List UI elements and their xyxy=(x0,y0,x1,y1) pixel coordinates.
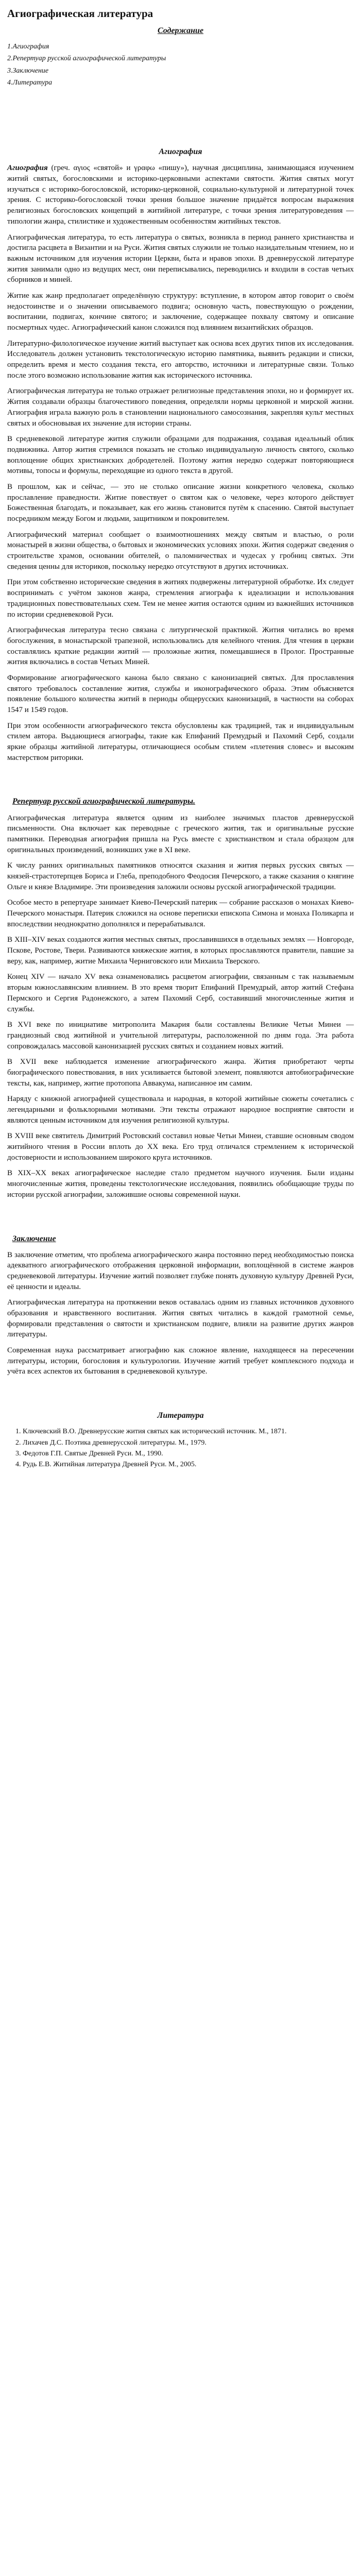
bibliography-list xyxy=(7,1427,354,1469)
section-heading: Заключение xyxy=(12,1234,56,1243)
paragraph: Литературно-филологическое изучение житий выступает как основа всех других типов их исследования. Исследователь должен установить текстологическую историю памятника, выявить редакции и списки, определить время и место создания текста, его авторство, источники и литературные связи. Только после этого возможно использование жития как исторического источника. xyxy=(7,339,354,380)
paragraph: Агиографическая литература на протяжении веков оставалась одним из главных источников духовного образования и нравственного воспитания. Жития святых читались в каждой грамотной семье, формировали представления о святости и христианском подвиге, влияли на развитие других жанров литературы. xyxy=(7,1298,354,1339)
toc-item[interactable] xyxy=(7,54,354,63)
paragraph: Агиографическая литература является одним из наиболее значимых пластов древнерусской письменности. Она включает как переводные с греческого жития, так и оригинальные русские памятники. Переводная агиография пришла на Русь вместе с христианством и стала образцом для оригинальных произведений, возникших уже в XI веке. xyxy=(7,814,354,854)
spacer xyxy=(7,90,354,139)
paragraph: В XIII–XIV веках создаются жития местных святых, прославившихся в отдельных землях — Новгороде, Пскове, Ростове, Твери. Развиваются княжеские жития, в которых прославляются правители, павшие за веру, как, например, житие Михаила Черниговского или Михаила Тверского. xyxy=(7,936,354,965)
definition-text: (греч. αγιος «святой» и γραφω «пишу»), научная дисциплина, занимающаяся изучением житий святых, богословскими и историко-церковными аспектами святости. Жития святых могут изучаться с историко-богословской, историко-церковной, социально-культурной и литературной точек зрения. С историко-богословской точки зрения большое значение придаётся вопросам выражения религиозных богословских концепций в житийной литературе, с точки зрения литературоведения — типологии жанра, стилистике и художественным особенностям житийных текстов. xyxy=(7,164,354,226)
paragraph: В XVII веке наблюдается изменение агиографического жанра. Жития приобретают черты биографического повествования, в них усиливается бытовой элемент, появляются автобиографические тексты, как, например, житие протопопа Аввакума, написанное им самим. xyxy=(7,1058,354,1088)
defined-term: Агиография xyxy=(7,164,48,173)
toc-item[interactable] xyxy=(7,66,354,76)
intro-paragraph xyxy=(7,163,354,227)
paragraph: Наряду с книжной агиографией существовала и народная, в которой житийные сюжеты сочетались с легендарными и фольклорными мотивами. Эти тексты отражают народное восприятие святости и являются ценным источником для изучения религиозной культуры. xyxy=(7,1095,354,1125)
toc-heading: Содержание xyxy=(157,26,204,35)
paragraph: В XVIII веке святитель Димитрий Ростовский составил новые Четьи Минеи, ставшие основным сводом житийного чтения в России вплоть до XX века. Его труд отличался стремлением к исторической достоверности и использованием широкого круга источников. xyxy=(7,1132,354,1162)
toc-item[interactable] xyxy=(7,42,354,52)
spacer xyxy=(7,768,354,789)
paragraph: При этом особенности агиографического текста обусловлены как традицией, так и индивидуальным стилем автора. Выдающиеся агиографы, такие как Епифаний Премудрый и Пахомий Серб, создали яркие образцы житийной литературы, отличающиеся особым стилем «плетения словес» и высоким мастерством риторики. xyxy=(7,721,354,762)
bibliography-item: 4. Рудь Е.В. Житийная литература Древней Руси. М., 2005. xyxy=(23,1460,354,1469)
paragraph: В XIX–XX веках агиографическое наследие стало предметом научного изучения. Были изданы многочисленные жития, проведены текстологические исследования, появились обобщающие труды по истории русской агиографии, заложившие основы современной науки. xyxy=(7,1169,354,1199)
section-hagiography xyxy=(7,146,354,763)
paragraph: Агиографическая литература, то есть литература о святых, возникла в период раннего христианства и достигла расцвета в Византии и на Руси. Жития святых служили не только назидательным чтением, но и важным источником для изучения истории Церкви, быта и нравов эпохи. В древнерусской литературе жития занимали одно из ведущих мест, они переписывались, переводились и входили в состав четьих сборников и миней. xyxy=(7,233,354,284)
paragraph: В XVI веке по инициативе митрополита Макария были составлены Великие Четьи Минеи — грандиозный свод житийной и учительной литературы, расположенной по дням года. Эта работа сопровождалась массовой канонизацией русских святых и созданием новых житий. xyxy=(7,1021,354,1050)
toc-link[interactable]: 2.Репертуар русской агиографической литературы xyxy=(7,55,166,63)
bibliography-item: 3. Федотов Г.П. Святые Древней Руси. М., 1990. xyxy=(23,1449,354,1459)
paragraph: Житие как жанр предполагает определённую структуру: вступление, в котором автор говорит о своём недостоинстве и о значении описываемого подвига; основную часть, повествующую о рождении, воспитании, подвигах, кончине святого; и заключение, содержащее похвалу святому и описание посмертных чудес. Агиографический канон сложился под влиянием византийских образцов. xyxy=(7,291,354,332)
paragraph: Конец XIV — начало XV века ознаменовались расцветом агиографии, связанным с так называемым вторым южнославянским влиянием. В это время творит Епифаний Премудрый, автор житий Стефана Пермского и Сергия Радонежского, а затем Пахомий Серб, составивший многочисленные жития и службы. xyxy=(7,973,354,1013)
spacer xyxy=(7,1382,354,1403)
toc-item[interactable] xyxy=(7,78,354,88)
section-heading: Агиография xyxy=(159,147,202,157)
section-literature xyxy=(7,1410,354,1469)
section-heading: Литература xyxy=(157,1411,204,1420)
paragraph: В прошлом, как и сейчас, — это не столько описание жизни конкретного человека, сколько прославление праведности. Житие повествует о святом как о человеке, через которого действует Божественная благодать, и показывает, как его жизнь становится путём к спасению. Святой выступает посредником между Богом и людьми, защитником и покровителем. xyxy=(7,482,354,523)
toc-link[interactable]: 1.Агиография xyxy=(7,43,49,51)
paragraph: Особое место в репертуаре занимает Киево-Печерский патерик — собрание рассказов о монахах Киево-Печерского монастыря. Патерик сложился на основе переписки епископа Симона и монаха Поликарпа и впоследствии неоднократно дополнялся и перерабатывался. xyxy=(7,899,354,928)
paragraph: Агиографическая литература тесно связана с литургической практикой. Жития читались во время богослужения, в монастырской трапезной, использовались для келейного чтения. Для чтения в церкви составлялись краткие редакции житий — проложные жития, помещавшиеся в Пролог. Пространные жития включались в состав Четьих Миней. xyxy=(7,626,354,667)
bibliography-item: 2. Лихачев Д.С. Поэтика древнерусской литературы. М., 1979. xyxy=(23,1438,354,1448)
paragraph: При этом собственно исторические сведения в житиях подвержены литературной обработке. Их следует воспринимать с учётом законов жанра, стремления агиографа к идеализации и использования традиционных повествовательных схем. Тем не менее жития остаются одним из важнейших источников по истории средневековой Руси. xyxy=(7,578,354,619)
paragraph: Современная наука рассматривает агиографию как сложное явление, находящееся на пересечении литературы, истории, богословия и культурологии. Изучение житий требует комплексного подхода и учёта всех аспектов их бытования в средневековой культуре. xyxy=(7,1346,354,1376)
table-of-contents xyxy=(7,42,354,88)
paragraph: Агиографическая литература не только отражает религиозные представления эпохи, но и формирует их. Жития создавали образцы благочестивого поведения, определяли нормы церковной и мирской жизни. Агиография играла важную роль в становлении национального самосознания, закрепляя культ местных святых и обосновывая их значение для истории страны. xyxy=(7,387,354,428)
paragraph: К числу ранних оригинальных памятников относятся сказания и жития первых русских святых — князей-страстотерпцев Бориса и Глеба, преподобного Феодосия Печерского, а также сказания о княгине Ольге и князе Владимире. Эти произведения заложили основы русской агиографической традиции. xyxy=(7,861,354,891)
section-conclusion xyxy=(7,1233,354,1378)
paragraph: В средневековой литературе жития служили образцами для подражания, создавая идеальный облик подвижника. Автор жития стремился показать не столько индивидуальную личность святого, сколько воплощение общих христианских добродетелей. Поэтому жития нередко содержат повторяющиеся мотивы, топосы и формулы, переходящие из одного текста в другой. xyxy=(7,435,354,476)
paragraph: Формирование агиографического канона было связано с канонизацией святых. Для прославления святого требовалось составление жития, службы и иконографического образа. Этим объясняется появление большого количества житий в периоды общерусских канонизаций, в частности на соборах 1547 и 1549 годов. xyxy=(7,673,354,714)
toc-link[interactable]: 3.Заключение xyxy=(7,66,49,75)
paragraph: В заключение отметим, что проблема агиографического жанра постоянно перед необходимостью поиска адекватного агиографического отображения церковной информации, воплощённой в системе жанров средневековой литературы. Изучение житий позволяет глубже понять духовную культуру Древней Руси, её ценности и идеалы. xyxy=(7,1250,354,1291)
section-heading: Репертуар русской агиографической литературы. xyxy=(12,797,196,806)
toc-link[interactable]: 4.Литература xyxy=(7,78,53,87)
spacer xyxy=(7,1206,354,1226)
bibliography-item: 1. Ключевский В.О. Древнерусские жития святых как исторический источник. М., 1871. xyxy=(23,1427,354,1436)
document-title: Агиографическая литература xyxy=(7,7,153,20)
paragraph: Агиографический материал сообщает о взаимоотношениях между святым и властью, о роли монастырей в жизни общества, о бытовых и экономических условиях эпохи. Жития содержат сведения о строительстве храмов, основании обителей, о паломничествах и чудесах у гробниц святых. Эти сведения ценны для историков, поскольку нередко отсутствуют в других источниках. xyxy=(7,530,354,571)
section-repertoire xyxy=(7,796,354,1200)
